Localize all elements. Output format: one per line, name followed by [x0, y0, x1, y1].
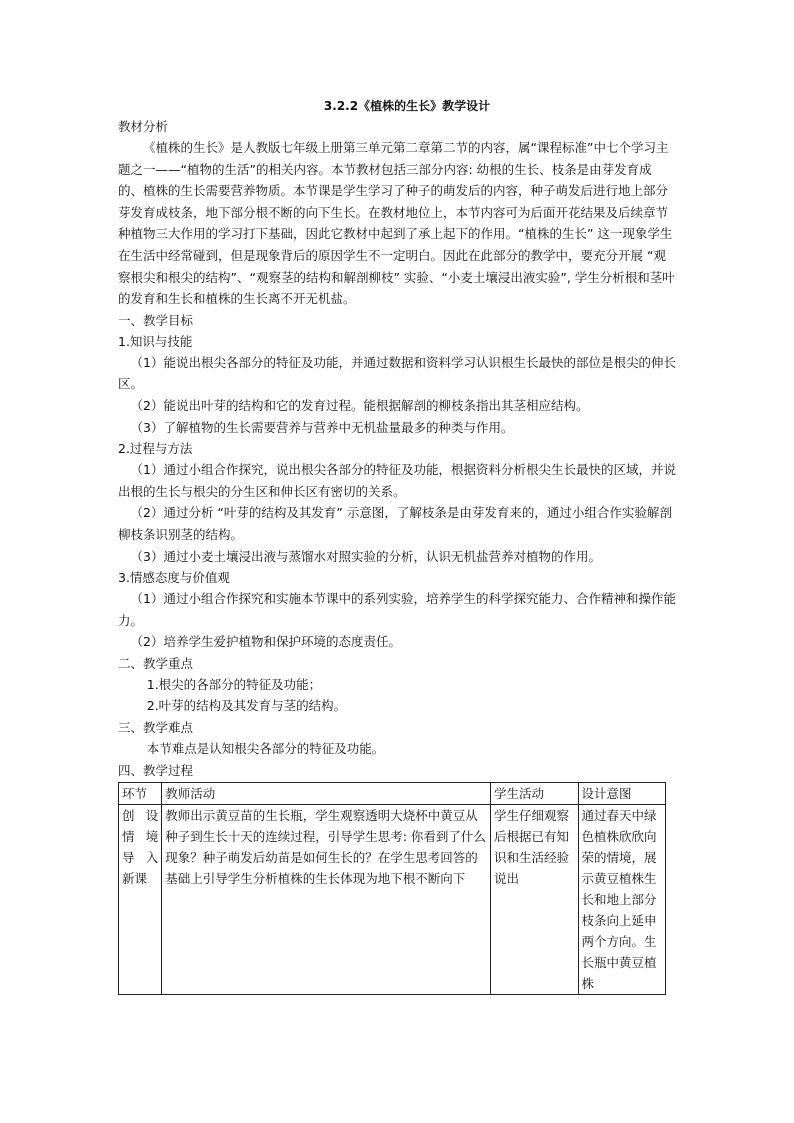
process-item: （1）通过小组合作探究，说出根尖各部分的特征及功能，根据资料分析根尖生长最快的区域，并说出根的生长与根尖的分生区和伸长区有密切的关系。 — [118, 462, 676, 499]
cell-student-activity: 学生仔细观察后根据已有知识和生活经验说出 — [491, 804, 578, 994]
goals-heading: 一、教学目标 — [118, 312, 194, 328]
key-point-item: 1.根尖的各部分的特征及功能； — [146, 676, 322, 692]
key-point-item: 2.叶芽的结构及其发育与茎的结构。 — [146, 698, 347, 714]
analysis-heading: 教材分析 — [118, 119, 169, 134]
header-teacher-activity: 教师活动 — [162, 782, 491, 804]
cell-stage: 创设情境导入新课 — [119, 804, 162, 994]
knowledge-heading: 1.知识与技能 — [118, 333, 193, 349]
document-page — [118, 96, 676, 995]
knowledge-item: （3）了解植物的生长需要营养与营养中无机盐量最多的种类与作用。 — [130, 419, 514, 435]
emotion-heading: 3.情感态度与价值观 — [118, 570, 230, 586]
process-item: （3）通过小麦土壤浸出液与蒸馏水对照实验的分析，认识无机盐营养对植物的作用。 — [130, 548, 601, 564]
difficulty-text: 本节难点是认知根尖各部分的特征及功能。 — [146, 741, 385, 757]
table-header-row — [119, 782, 666, 804]
process-item: （2）通过分析 “叶芽的结构及其发育” 示意图，了解枝条是由芽发育来的，通过小组合作实验解剖柳枝条识别茎的结构。 — [118, 505, 672, 542]
difficulty-heading: 三、教学难点 — [118, 720, 194, 736]
cell-design-intent: 通过春天中绿色植株欣欣向荣的情境，展示黄豆植株生长和地上部分枝条向上延申两个方向。生长瓶中黄豆植株 — [578, 804, 666, 994]
cell-teacher-activity: 教师出示黄豆苗的生长瓶，学生观察透明大烧杯中黄豆从种子到生长十天的连续过程，引导学生思考: 你看到了什么现象？种子萌发后幼苗是如何生长的？在学生思考回答的基础上引导学生分析植株的生长体现为地下根不断向下 — [162, 804, 491, 994]
analysis-paragraph: 《植株的生长》是人教版七年级上册第三单元第二章第二节的内容，属“课程标准”中七个学习主题之一——“植物的生活”的相关内容。本节教材包括三部分内容: 幼根的生长、枝条是由芽发育成的、植株的生长需要营养物质。本节课是学生学习了种子的萌发后的内容，种子萌发后进行地上部分芽发育成枝条，地下部分根不断的向下生长。在教材地位上，本节内容可为后面开花结果及后续章节种植物三大作用的学习打下基础，因此它教材中起到了承上起下的作用。“植株的生长” 这一现象学生在生活中经常碰到，但是现象背后的原因学生不一定明白。因此在此部分的教学中，要充分开展 “观察根尖和根尖的结构”、“观察茎的结构和解剖柳枝” 实验、“小麦土壤浸出液实验”, 学生分析根和茎叶的发育和生长和植株的生长离不开无机盐。 — [118, 140, 675, 307]
emotion-item: （2）培养学生爱护植物和保护环境的态度责任。 — [130, 634, 401, 650]
header-stage: 环节 — [119, 782, 162, 804]
teaching-process-heading: 四、教学过程 — [118, 762, 194, 778]
table-row — [119, 804, 666, 994]
document-title: 3.2.2《植株的生长》教学设计 — [323, 99, 491, 113]
process-heading: 2.过程与方法 — [118, 441, 193, 457]
emotion-item: （1）通过小组合作探究和实施本节课中的系列实验，培养学生的科学探究能力、合作精神和操作能力。 — [118, 591, 676, 628]
knowledge-item: （2）能说出叶芽的结构和它的发育过程。能根据解剖的柳枝条指出其茎相应结构。 — [130, 397, 589, 413]
header-student-activity: 学生活动 — [491, 782, 578, 804]
teaching-process-table — [118, 782, 666, 995]
header-design-intent: 设计意图 — [578, 782, 666, 804]
key-points-heading: 二、教学重点 — [118, 655, 194, 671]
knowledge-item: （1）能说出根尖各部分的特征及功能，并通过数据和资料学习认识根生长最快的部位是根尖的伸长区。 — [118, 354, 676, 392]
